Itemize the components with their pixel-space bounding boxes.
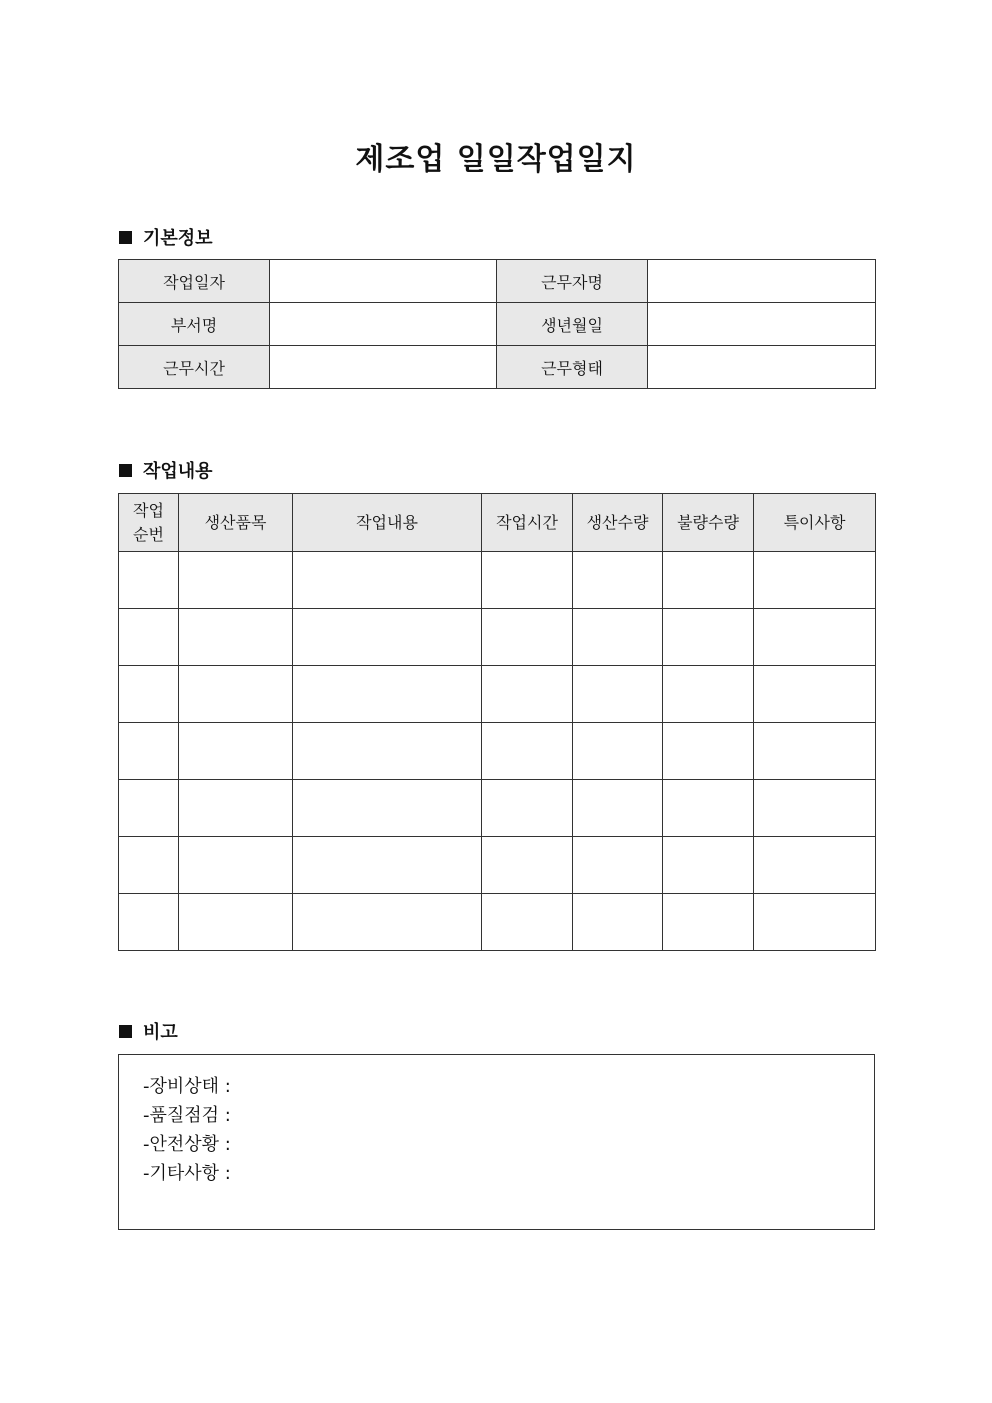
basic-info-value-field[interactable]: [648, 346, 876, 389]
basic-info-table: [118, 259, 876, 389]
basic-info-value-field[interactable]: [270, 303, 497, 346]
work-table-cell[interactable]: [179, 837, 293, 894]
work-table-cell[interactable]: [179, 552, 293, 609]
work-table-cell[interactable]: [754, 552, 876, 609]
work-column-header: 작업시간: [482, 494, 573, 552]
work-table-cell[interactable]: [179, 609, 293, 666]
remarks-list: [143, 1072, 231, 1188]
work-column-header: 생산수량: [573, 494, 663, 552]
work-table-cell[interactable]: [663, 723, 754, 780]
square-bullet-icon: [119, 1025, 132, 1038]
basic-info-label: 근무시간: [119, 346, 270, 389]
work-table-cell[interactable]: [119, 552, 179, 609]
work-table-cell[interactable]: [663, 780, 754, 837]
work-table-cell[interactable]: [179, 666, 293, 723]
work-table-cell[interactable]: [119, 609, 179, 666]
basic-info-label: 근무형태: [497, 346, 648, 389]
work-table-cell[interactable]: [293, 609, 482, 666]
remarks-item: -기타사항 :: [143, 1163, 231, 1184]
table-row: [119, 894, 876, 951]
work-table-cell[interactable]: [663, 837, 754, 894]
section-heading-label: 비고: [143, 1022, 178, 1043]
work-table-cell[interactable]: [293, 894, 482, 951]
work-column-header: 작업 순번: [119, 494, 179, 552]
table-row: [119, 723, 876, 780]
square-bullet-icon: [119, 464, 132, 477]
page-title: 제조업 일일작업일지: [355, 142, 637, 177]
remarks-item: -장비상태 :: [143, 1076, 231, 1097]
basic-info-row: [119, 346, 876, 389]
work-column-header: 불량수량: [663, 494, 754, 552]
basic-info-row: [119, 260, 876, 303]
work-table-cell[interactable]: [119, 723, 179, 780]
work-table-cell[interactable]: [179, 780, 293, 837]
basic-info-label: 근무자명: [497, 260, 648, 303]
work-table-cell[interactable]: [119, 837, 179, 894]
work-column-header: 특이사항: [754, 494, 876, 552]
work-table-cell[interactable]: [293, 723, 482, 780]
remarks-box[interactable]: [118, 1054, 875, 1230]
section-heading-basic-info: [119, 224, 213, 250]
table-row: [119, 780, 876, 837]
work-table-cell[interactable]: [482, 666, 573, 723]
work-table: [118, 493, 876, 951]
work-table-cell[interactable]: [179, 894, 293, 951]
work-table-cell[interactable]: [573, 894, 663, 951]
work-table-cell[interactable]: [663, 894, 754, 951]
work-table-cell[interactable]: [293, 552, 482, 609]
remarks-item: -안전상황 :: [143, 1134, 231, 1155]
work-table-cell[interactable]: [482, 609, 573, 666]
work-table-cell[interactable]: [482, 780, 573, 837]
work-table-cell[interactable]: [663, 609, 754, 666]
work-table-cell[interactable]: [179, 723, 293, 780]
basic-info-value-field[interactable]: [648, 303, 876, 346]
basic-info-row: [119, 303, 876, 346]
work-table-cell[interactable]: [482, 837, 573, 894]
work-table-cell[interactable]: [573, 609, 663, 666]
square-bullet-icon: [119, 231, 132, 244]
remarks-item: -품질점검 :: [143, 1105, 231, 1126]
work-table-cell[interactable]: [293, 780, 482, 837]
table-row: [119, 837, 876, 894]
work-table-cell[interactable]: [663, 552, 754, 609]
work-table-cell[interactable]: [573, 552, 663, 609]
basic-info-label: 작업일자: [119, 260, 270, 303]
work-table-cell[interactable]: [754, 723, 876, 780]
work-table-header-row: [119, 494, 876, 552]
work-table-cell[interactable]: [482, 723, 573, 780]
table-row: [119, 552, 876, 609]
work-table-cell[interactable]: [119, 780, 179, 837]
basic-info-value-field[interactable]: [270, 346, 497, 389]
work-table-cell[interactable]: [573, 723, 663, 780]
work-table-cell[interactable]: [573, 780, 663, 837]
basic-info-value-field[interactable]: [270, 260, 497, 303]
work-table-cell[interactable]: [754, 894, 876, 951]
section-heading-label: 기본정보: [143, 228, 213, 249]
work-column-header: 작업내용: [293, 494, 482, 552]
work-table-cell[interactable]: [119, 666, 179, 723]
work-table-cell[interactable]: [573, 666, 663, 723]
work-table-cell[interactable]: [573, 837, 663, 894]
work-table-cell[interactable]: [754, 780, 876, 837]
work-table-cell[interactable]: [663, 666, 754, 723]
basic-info-label: 생년월일: [497, 303, 648, 346]
work-table-cell[interactable]: [482, 894, 573, 951]
table-row: [119, 666, 876, 723]
section-heading-remarks: [119, 1018, 178, 1044]
work-table-cell[interactable]: [754, 666, 876, 723]
work-table-cell[interactable]: [119, 894, 179, 951]
section-heading-label: 작업내용: [143, 461, 213, 482]
work-table-cell[interactable]: [293, 837, 482, 894]
section-heading-work: [119, 457, 213, 483]
table-row: [119, 609, 876, 666]
basic-info-value-field[interactable]: [648, 260, 876, 303]
work-table-cell[interactable]: [754, 837, 876, 894]
work-table-cell[interactable]: [293, 666, 482, 723]
work-table-cell[interactable]: [754, 609, 876, 666]
basic-info-label: 부서명: [119, 303, 270, 346]
work-table-cell[interactable]: [482, 552, 573, 609]
work-column-header: 생산품목: [179, 494, 293, 552]
